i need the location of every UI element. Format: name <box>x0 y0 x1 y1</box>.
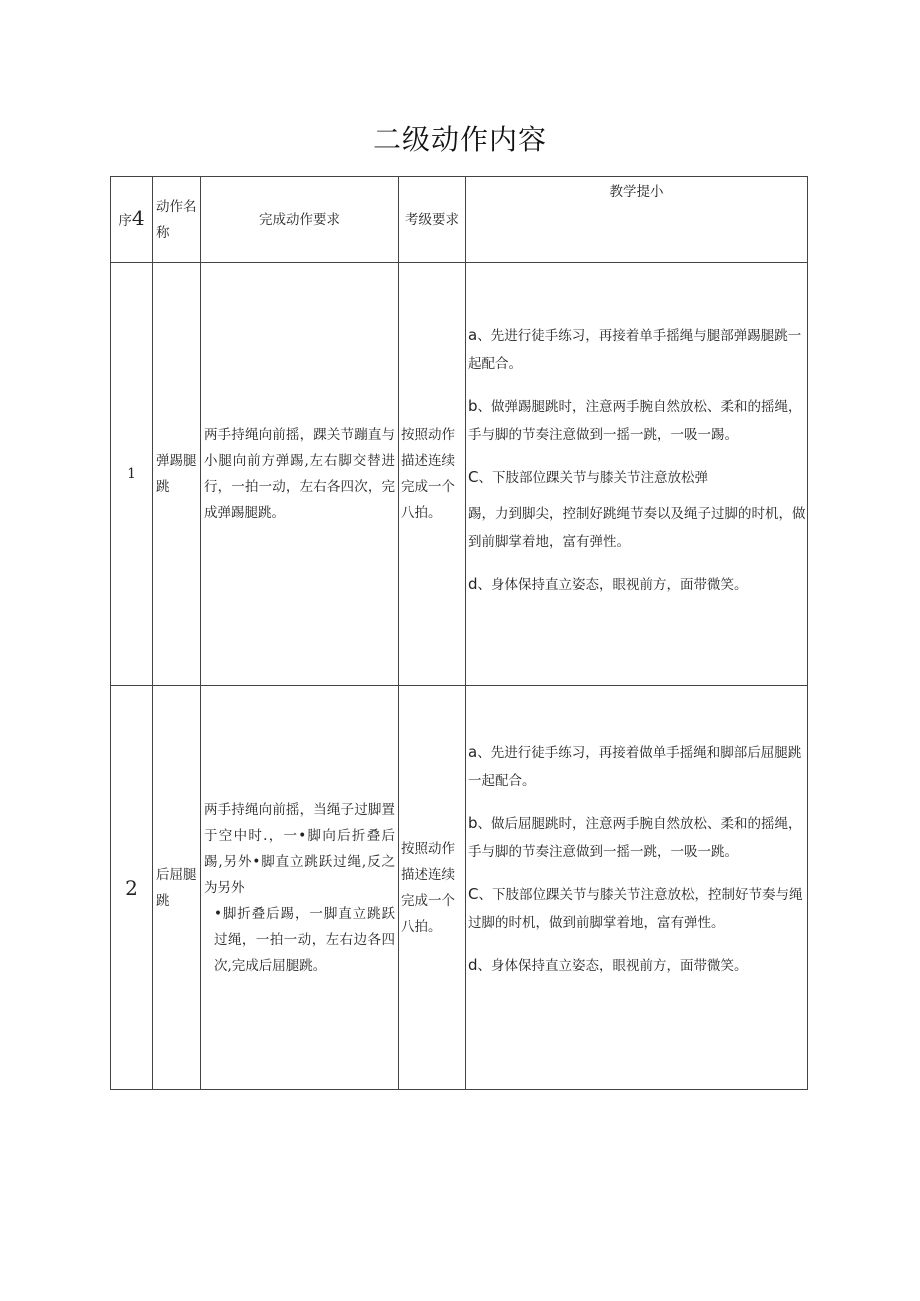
exam-requirement: 按照动作描述连续完成一个八拍。 <box>399 686 466 1090</box>
row-number: 1 <box>111 263 153 686</box>
header-exam: 考级要求 <box>399 177 466 263</box>
exam-requirement: 按照动作描述连续完成一个八拍。 <box>399 263 466 686</box>
tip-item: a、先进行徒手练习，再接着做单手摇绳和脚部后屈腿跳一起配合。 <box>468 743 802 789</box>
header-row <box>111 177 808 263</box>
row-number: 2 <box>111 686 153 1090</box>
header-requirement: 完成动作要求 <box>201 177 399 263</box>
tip-item: C、下肢部位踝关节与膝关节注意放松，控制好节奏与绳过脚的时机，做到前脚掌着地，富有弹性。 <box>468 885 803 931</box>
page-title: 二级动作内容 <box>372 123 547 156</box>
action-name: 弹踢腿跳 <box>153 263 201 686</box>
tip-item: d、身体保持直立姿态，眼视前方，面带微笑。 <box>468 956 748 974</box>
table-row <box>111 263 808 686</box>
action-name: 后屈腿跳 <box>153 686 201 1090</box>
header-seq <box>111 177 153 263</box>
tip-item: d、身体保持直立姿态，眼视前方，面带微笑。 <box>468 575 748 593</box>
header-tips: 教学提小 <box>466 177 808 263</box>
tip-item: b、做后屈腿跳时，注意两手腕自然放松、柔和的摇绳，手与脚的节奏注意做到一摇一跳，一吸一跳。 <box>468 814 802 860</box>
header-name: 动作名称 <box>153 177 201 263</box>
action-table <box>110 176 808 1090</box>
action-requirement: 两手持绳向前摇，踝关节蹦直与小腿向前方弹踢,左右脚交替进行，一拍一动，左右各四次，完成弹踢腿跳。 <box>201 263 399 686</box>
teaching-tips <box>466 263 808 686</box>
header-seq-num: 4 <box>131 206 145 230</box>
tip-item: b、做弹踢腿跳时，注意两手腕自然放松、柔和的摇绳，手与脚的节奏注意做到一摇一跳，一吸一踢。 <box>468 397 802 443</box>
tip-item: a、先进行徒手练习，再接着单手摇绳与腿部弹踢腿跳一起配合。 <box>468 326 802 372</box>
action-requirement: 两手持绳向前摇，当绳子过脚置于空中时.，一•脚向后折叠后踢,另外•脚直立跳跃过绳,反之为另外 •脚折叠后踢，一脚直立跳跃过绳，一拍一动，左右边各四次,完成后屈腿跳。 <box>201 686 399 1090</box>
tip-item: 踢，力到脚尖，控制好跳绳节奏以及绳子过脚的时机，做到前脚掌着地，富有弹性。 <box>468 506 806 550</box>
header-seq-label: 序 <box>118 213 132 229</box>
tip-item: C、下肢部位踝关节与膝关节注意放松弹 <box>468 468 708 486</box>
table-row <box>111 686 808 1090</box>
teaching-tips <box>466 686 808 1090</box>
